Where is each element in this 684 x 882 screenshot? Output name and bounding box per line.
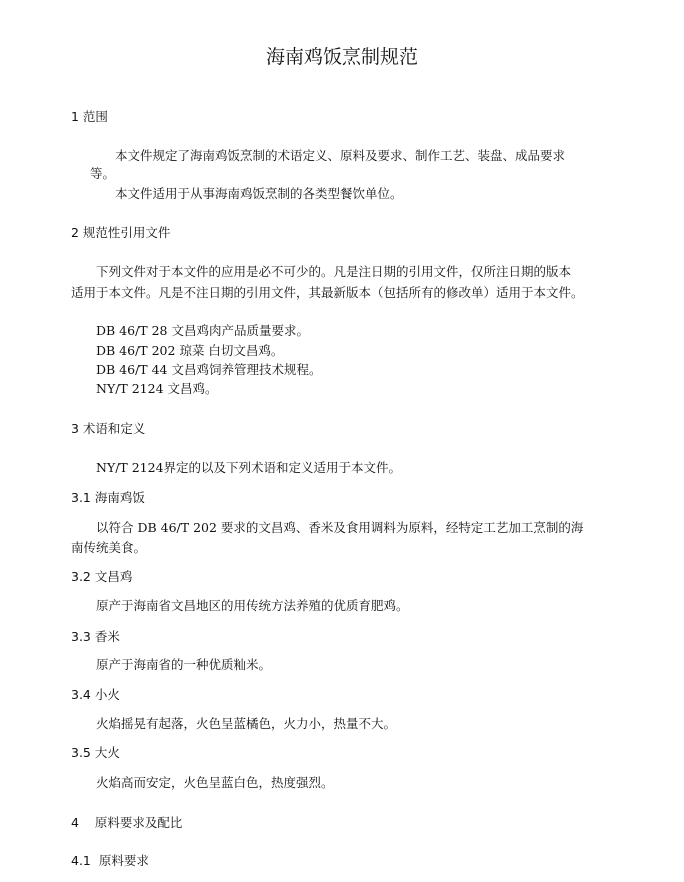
document-title: 海南鸡饭烹制规范 xyxy=(265,46,418,68)
term-3-5-definition: 火焰高而安定，火色呈蓝白色，热度强烈。 xyxy=(96,775,334,790)
section-3-heading: 3 术语和定义 xyxy=(71,421,146,436)
term-3-4-definition: 火焰摇晃有起落，火色呈蓝橘色，火力小，热量不大。 xyxy=(96,716,397,731)
term-3-2-heading: 3.2 文昌鸡 xyxy=(71,569,133,584)
section-1-heading: 1 范围 xyxy=(71,109,108,124)
term-3-5-heading: 3.5 大火 xyxy=(71,745,120,760)
section-4-1-heading: 4.1 原料要求 xyxy=(71,853,149,868)
reference-item: DB 46/T 28 文昌鸡肉产品质量要求。 xyxy=(96,323,309,338)
section-1-paragraph-2: 本文件适用于从事海南鸡饭烹制的各类型餐饮单位。 xyxy=(115,186,403,201)
term-3-2-definition: 原产于海南省文昌地区的用传统方法养殖的优质育肥鸡。 xyxy=(96,598,409,613)
term-3-4-heading: 3.4 小火 xyxy=(71,687,120,702)
section-1-paragraph-1-line-2: 等。 xyxy=(90,166,116,181)
section-2-paragraph-line-1: 下列文件对于本文件的应用是必不可少的。凡是注日期的引用文件，仅所注日期的版本 xyxy=(96,264,572,279)
section-1-paragraph-1-line-1: 本文件规定了海南鸡饭烹制的术语定义、原料及要求、制作工艺、装盘、成品要求 xyxy=(115,148,566,163)
term-3-3-definition: 原产于海南省的一种优质籼米。 xyxy=(96,657,272,672)
section-3-intro: NY/T 2124界定的以及下列术语和定义适用于本文件。 xyxy=(96,460,402,475)
section-2-paragraph-line-2: 适用于本文件。凡是不注日期的引用文件，其最新版本（包括所有的修改单）适用于本文件。 xyxy=(71,285,584,300)
section-4-heading: 4 原料要求及配比 xyxy=(71,815,183,830)
reference-item: DB 46/T 202 琼菜 白切文昌鸡。 xyxy=(96,343,284,358)
term-3-1-definition-line-1: 以符合 DB 46/T 202 要求的文昌鸡、香米及食用调料为原料，经特定工艺加工烹制的海 xyxy=(96,520,584,535)
reference-item: NY/T 2124 文昌鸡。 xyxy=(96,381,218,396)
term-3-3-heading: 3.3 香米 xyxy=(71,629,120,644)
section-2-heading: 2 规范性引用文件 xyxy=(71,225,171,240)
term-3-1-definition-line-2: 南传统美食。 xyxy=(71,540,147,555)
term-3-1-heading: 3.1 海南鸡饭 xyxy=(71,490,145,505)
reference-item: DB 46/T 44 文昌鸡饲养管理技术规程。 xyxy=(96,362,322,377)
